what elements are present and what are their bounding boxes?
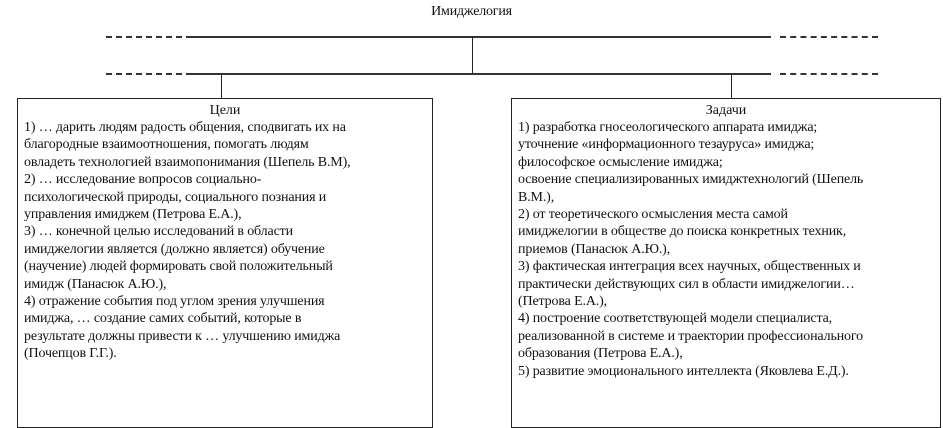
diagram-title: Имиджелогия — [431, 4, 512, 19]
tasks-line: 5) развитие эмоционального интеллекта (Яковлева Е.Д.). — [518, 363, 849, 379]
tasks-heading: Задачи — [705, 103, 747, 118]
goals-line: (научение) людей формировать свой положительный — [24, 259, 333, 275]
tasks-list — [518, 119, 934, 380]
top-left-dashed-line — [106, 36, 192, 38]
tasks-line: философское осмысление имиджа; — [518, 154, 723, 170]
tasks-line: 2) от теоретического осмысления места самой — [518, 207, 788, 223]
tasks-line: практически действующих сил в области имиджелогии… — [518, 276, 855, 292]
goals-box — [17, 98, 433, 428]
goals-list — [24, 119, 426, 363]
mid-solid-line — [192, 73, 771, 75]
goals-line: имиджа, … создание самих событий, которые в — [24, 311, 302, 327]
tasks-line: освоение специализированных имиджтехнологий (Шепель — [518, 172, 864, 188]
goals-line: 4) отражение события под углом зрения улучшения — [24, 294, 325, 310]
goals-line: благородные взаимоотношения, помогать людям — [24, 137, 309, 153]
goals-line: имиджелогии является (должно является) обучение — [24, 241, 325, 257]
goals-line: результате должны привести к … улучшению имиджа — [24, 328, 341, 344]
goals-line: овладеть технологией взаимопонимания (Шепель В.М), — [24, 154, 351, 170]
tasks-line: приемов (Панасюк А.Ю.), — [518, 241, 671, 257]
tasks-connector — [731, 74, 732, 99]
mid-right-dashed-line — [780, 73, 878, 75]
top-right-dashed-line — [780, 36, 878, 38]
tasks-line: 4) построение соответствующей модели специалиста, — [518, 311, 833, 327]
goals-line: психологической природы, социального познания и — [24, 189, 327, 205]
goals-line: имидж (Панасюк А.Ю.), — [24, 276, 167, 292]
tasks-line: 3) фактическая интеграция всех научных, общественных и — [518, 259, 861, 275]
top-solid-line — [192, 36, 771, 38]
center-connector — [472, 37, 473, 74]
goals-heading: Цели — [209, 103, 241, 118]
tasks-line: реализованной в системе и траектории профессионального — [518, 328, 863, 344]
mid-left-dashed-line — [106, 73, 192, 75]
tasks-box — [511, 98, 941, 428]
tasks-line: имиджелогии в обществе до поиска конкретных техник, — [518, 224, 847, 240]
goals-line: управления имиджем (Петрова Е.А.), — [24, 207, 242, 223]
goals-line: 2) … исследование вопросов социально- — [24, 172, 262, 188]
goals-line: 1) … дарить людям радость общения, сподвигать их на — [24, 120, 346, 135]
tasks-line: (Петрова Е.А.), — [518, 294, 607, 310]
tasks-line: 1) разработка гносеологического аппарата имиджа; — [518, 120, 818, 135]
goals-line: 3) … конечной целью исследований в области — [24, 224, 293, 240]
goals-connector — [221, 74, 222, 99]
tasks-line: образования (Петрова Е.А.), — [518, 346, 683, 362]
goals-line: (Почепцов Г.Г.). — [24, 346, 117, 362]
tasks-line: В.М.), — [518, 189, 555, 205]
tasks-line: уточнение «информационного тезауруса» имиджа; — [518, 137, 815, 153]
